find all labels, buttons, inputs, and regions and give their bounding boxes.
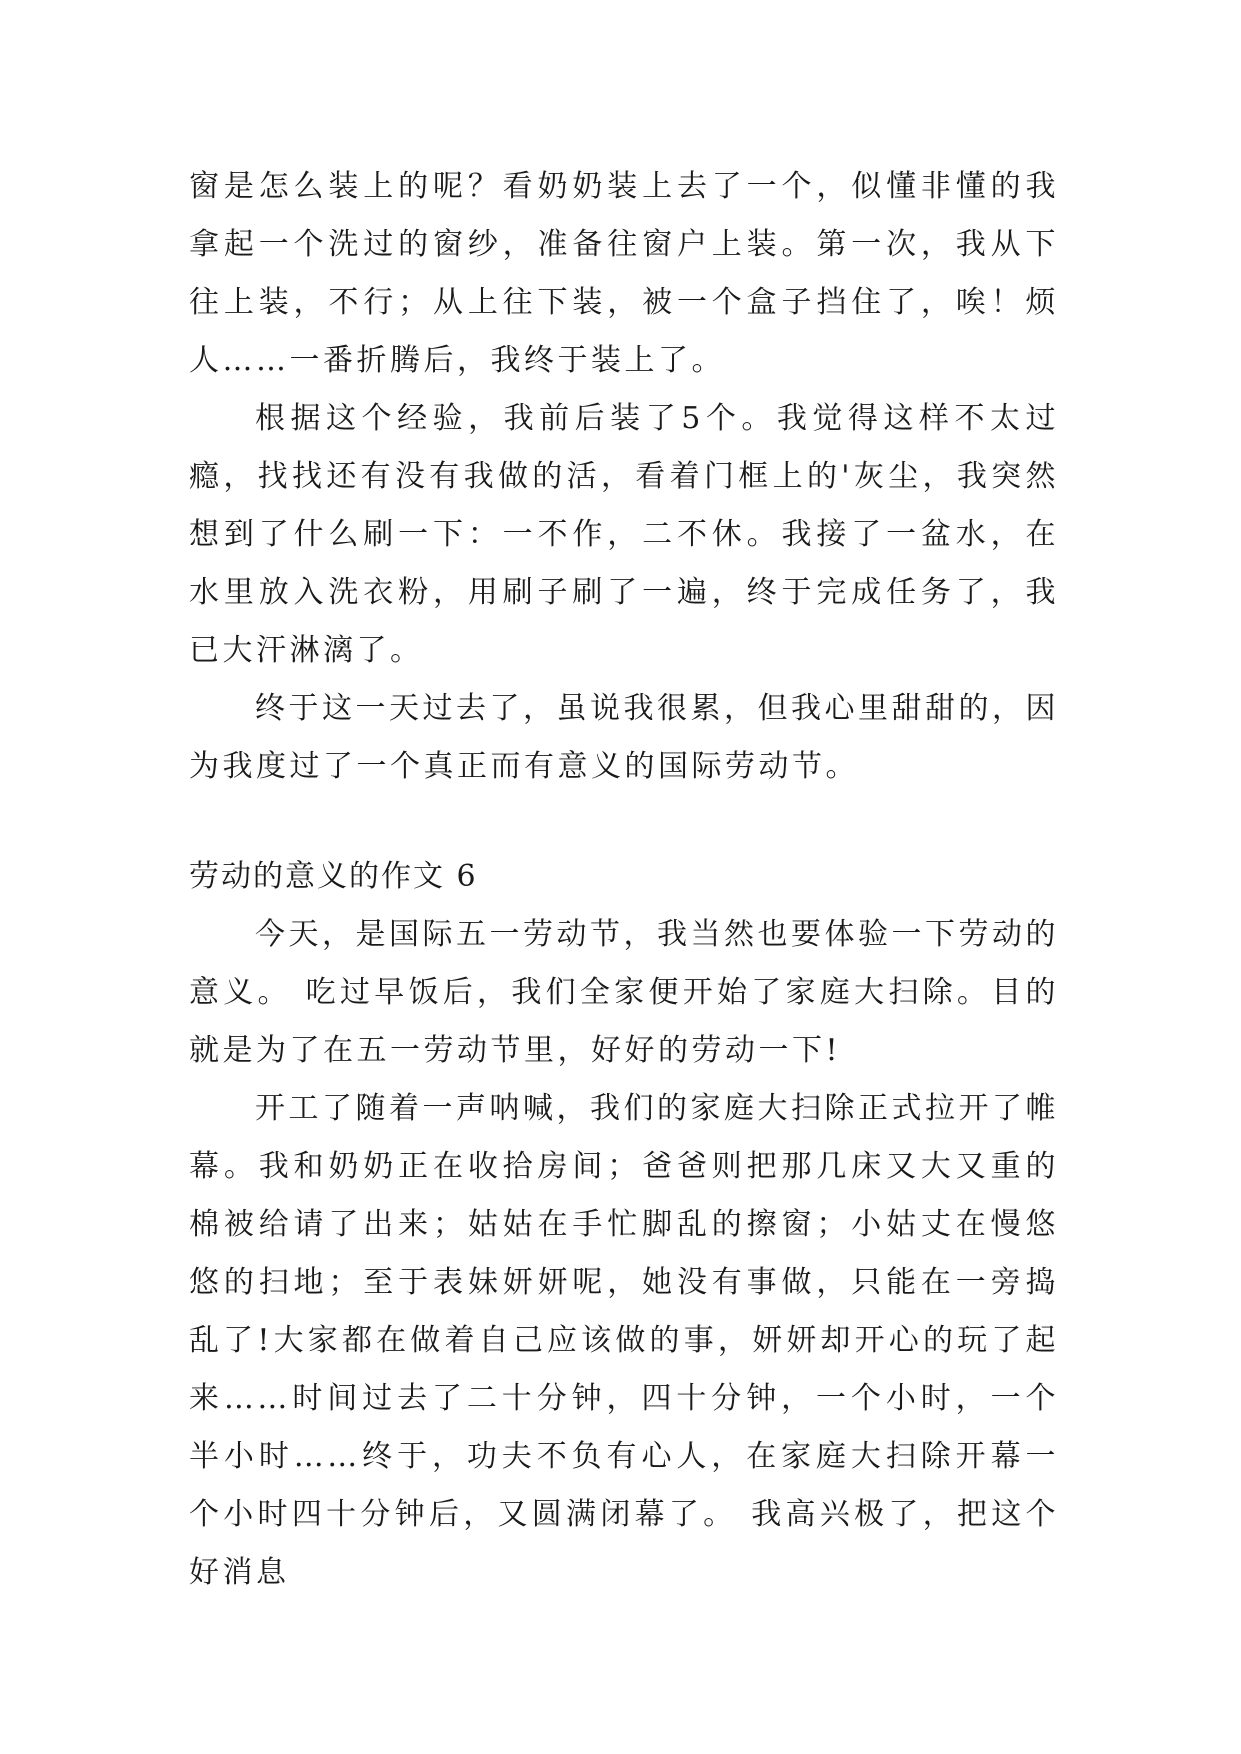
- document-body: [189, 158, 1059, 1602]
- paragraph: 根据这个经验，我前后装了5个。我觉得这样不太过瘾，找找还有没有我做的活，看着门框上的'灰尘，我突然想到了什么刷一下：一不作，二不休。我接了一盆水，在水里放入洗衣粉，用刷子刷了一遍，终于完成任务了，我已大汗淋漓了。: [189, 401, 1059, 668]
- section-title: 劳动的意义的作文 6: [189, 859, 478, 894]
- paragraph: 终于这一天过去了，虽说我很累，但我心里甜甜的，因为我度过了一个真正而有意义的国际劳动节。: [189, 691, 1059, 784]
- paragraph: 开工了随着一声呐喊，我们的家庭大扫除正式拉开了帷幕。我和奶奶正在收拾房间；爸爸则把那几床又大又重的棉被给请了出来；姑姑在手忙脚乱的擦窗；小姑丈在慢悠悠的扫地；至于表妹妍妍呢，她没有事做，只能在一旁捣乱了!大家都在做着自己应该做的事，妍妍却开心的玩了起来……时间过去了二十分钟，四十分钟，一个小时，一个半小时……终于，功夫不负有心人，在家庭大扫除开幕一个小时四十分钟后，又圆满闭幕了。 我高兴极了，把这个好消息: [189, 1091, 1059, 1590]
- paragraph: 今天，是国际五一劳动节，我当然也要体验一下劳动的意义。 吃过早饭后，我们全家便开始了家庭大扫除。目的就是为了在五一劳动节里，好好的劳动一下!: [189, 917, 1059, 1068]
- paragraph-continuation: 窗是怎么装上的呢？看奶奶装上去了一个，似懂非懂的我拿起一个洗过的窗纱，准备往窗户上装。第一次，我从下往上装，不行；从上往下装，被一个盒子挡住了，唉！烦人……一番折腾后，我终于装上了。: [189, 169, 1059, 378]
